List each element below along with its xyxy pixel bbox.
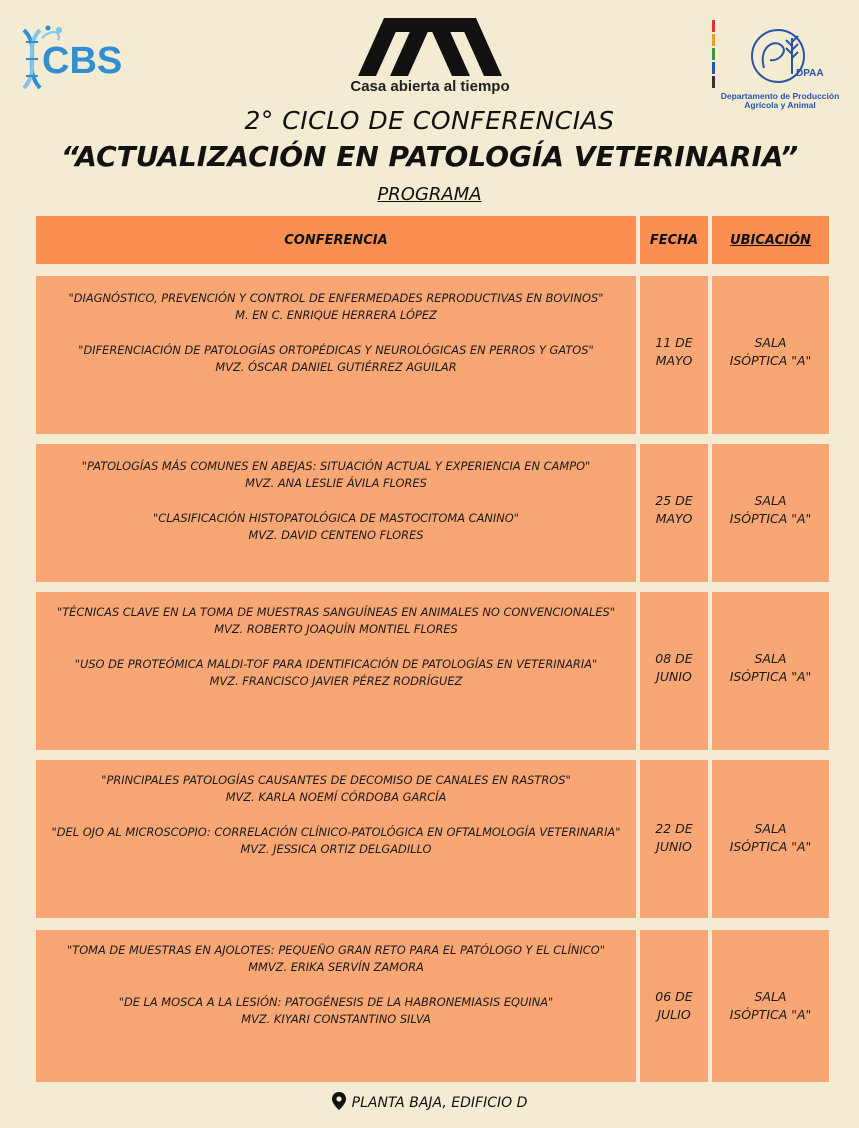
conference-list (44, 772, 628, 858)
uam-mark-icon (330, 14, 530, 78)
speaker-name: MMVZ. ERIKA SERVÍN ZAMORA (248, 960, 424, 974)
location-cell (712, 760, 829, 918)
dpaa-label-line-1: Departamento de Producción (720, 91, 840, 101)
location-line-2: ISÓPTICA "A" (729, 1007, 812, 1022)
date-day: 22 DE (655, 821, 693, 836)
location-cell (712, 444, 829, 582)
location-line-1: SALA (754, 493, 787, 508)
speaker-name: MVZ. KARLA NOEMÍ CÓRDOBA GARCÍA (225, 790, 447, 804)
date-day: 25 DE (655, 493, 693, 508)
table-row (36, 930, 636, 1082)
location-line-1: SALA (754, 651, 787, 666)
date-month: MAYO (655, 511, 693, 526)
talk-title: "DIAGNÓSTICO, PREVENCIÓN Y CONTROL DE ENFERMEDADES REPRODUCTIVAS EN BOVINOS" (68, 291, 604, 305)
speaker-name: MVZ. ÓSCAR DANIEL GUTIÉRREZ AGUILAR (215, 360, 457, 374)
conference-list (44, 942, 628, 1028)
date-cell (640, 444, 708, 582)
date-cell (640, 760, 708, 918)
venue-footer (0, 1092, 859, 1114)
location-line-1: SALA (754, 989, 787, 1004)
talk-title: "DEL OJO AL MICROSCOPIO: CORRELACIÓN CLÍNICO-PATOLÓGICA EN OFTALMOLOGÍA VETERINARIA" (51, 825, 621, 839)
dpaa-text: DPAA (796, 68, 824, 79)
dpaa-emblem-icon (708, 18, 848, 92)
location-cell (712, 930, 829, 1082)
location-text (712, 334, 829, 370)
column-header-label: UBICACIÓN (730, 232, 811, 248)
location-text (712, 650, 829, 686)
speaker-name: MVZ. ROBERTO JOAQUÍN MONTIEL FLORES (214, 622, 458, 636)
date-text (640, 650, 708, 686)
location-line-1: SALA (754, 335, 787, 350)
date-cell (640, 276, 708, 434)
location-line-1: SALA (754, 821, 787, 836)
talk-title: "CLASIFICACIÓN HISTOPATOLÓGICA DE MASTOCITOMA CANINO" (153, 511, 519, 525)
location-cell (712, 592, 829, 750)
speaker-name: MVZ. ANA LESLIE ÁVILA FLORES (245, 476, 427, 490)
venue-text: PLANTA BAJA, EDIFICIO D (351, 1095, 528, 1111)
speaker-name: MVZ. JESSICA ORTIZ DELGADILLO (240, 842, 432, 856)
table-row (36, 592, 636, 750)
table-row (36, 444, 636, 582)
page-title: 2° CICLO DE CONFERENCIAS (244, 106, 615, 135)
page-subtitle: “ACTUALIZACIÓN EN PATOLOGÍA VETERINARIA” (60, 140, 799, 173)
location-line-2: ISÓPTICA "A" (729, 353, 812, 368)
talk-title: "PATOLOGÍAS MÁS COMUNES EN ABEJAS: SITUACIÓN ACTUAL Y EXPERIENCIA EN CAMPO" (81, 459, 591, 473)
conference-list (44, 604, 628, 690)
date-month: JULIO (657, 1007, 691, 1022)
cbs-text: CBS (42, 40, 123, 82)
date-text (640, 820, 708, 856)
date-month: JUNIO (656, 669, 692, 684)
column-header-label: FECHA (649, 232, 699, 248)
location-line-2: ISÓPTICA "A" (729, 839, 812, 854)
conference-list (44, 458, 628, 544)
section-heading: PROGRAMA (377, 184, 482, 205)
date-cell (640, 930, 708, 1082)
talk-title: "DE LA MOSCA A LA LESIÓN: PATOGÉNESIS DE LA HABRONEMIASIS EQUINA" (118, 995, 554, 1009)
date-text (640, 492, 708, 528)
location-line-2: ISÓPTICA "A" (729, 669, 812, 684)
talk-title: "TÉCNICAS CLAVE EN LA TOMA DE MUESTRAS SANGUÍNEAS EN ANIMALES NO CONVENCIONALES" (56, 605, 616, 619)
uam-tagline: Casa abierta al tiempo (350, 78, 510, 95)
date-month: JUNIO (656, 839, 692, 854)
talk-title: "PRINCIPALES PATOLOGÍAS CAUSANTES DE DECOMISO DE CANALES EN RASTROS" (101, 773, 571, 787)
table-row (36, 760, 636, 918)
location-text (712, 988, 829, 1024)
speaker-name: MVZ. DAVID CENTENO FLORES (248, 528, 424, 542)
location-text (712, 820, 829, 856)
speaker-name: MVZ. KIYARI CONSTANTINO SILVA (241, 1012, 431, 1026)
location-line-2: ISÓPTICA "A" (729, 511, 812, 526)
speaker-name: MVZ. FRANCISCO JAVIER PÉREZ RODRÍGUEZ (209, 674, 463, 688)
table-row (36, 276, 636, 434)
uam-logo (330, 14, 530, 104)
cbs-logo (12, 18, 132, 98)
date-cell (640, 592, 708, 750)
date-month: MAYO (655, 353, 693, 368)
date-day: 06 DE (655, 989, 693, 1004)
column-header-conferencia (36, 216, 636, 264)
conference-list (44, 290, 628, 376)
location-text (712, 492, 829, 528)
date-day: 08 DE (655, 651, 693, 666)
talk-title: "TOMA DE MUESTRAS EN AJOLOTES: PEQUEÑO GRAN RETO PARA EL PATÓLOGO Y EL CLÍNICO" (67, 943, 605, 957)
location-cell (712, 276, 829, 434)
talk-title: "DIFERENCIACIÓN DE PATOLOGÍAS ORTOPÉDICAS Y NEUROLÓGICAS EN PERROS Y GATOS" (78, 343, 594, 357)
date-day: 11 DE (655, 335, 693, 350)
talk-title: "USO DE PROTEÓMICA MALDI-TOF PARA IDENTIFICACIÓN DE PATOLOGÍAS EN VETERINARIA" (74, 657, 598, 671)
speaker-name: M. EN C. ENRIQUE HERRERA LÓPEZ (235, 308, 437, 322)
date-text (640, 334, 708, 370)
date-text (640, 988, 708, 1024)
column-header-ubicacion (712, 216, 829, 264)
column-header-label: CONFERENCIA (284, 232, 388, 248)
column-header-fecha (640, 216, 708, 264)
dpaa-logo (708, 18, 848, 113)
dpaa-label-line-2: Agrícola y Animal (744, 100, 816, 110)
location-pin-icon (332, 1092, 346, 1114)
